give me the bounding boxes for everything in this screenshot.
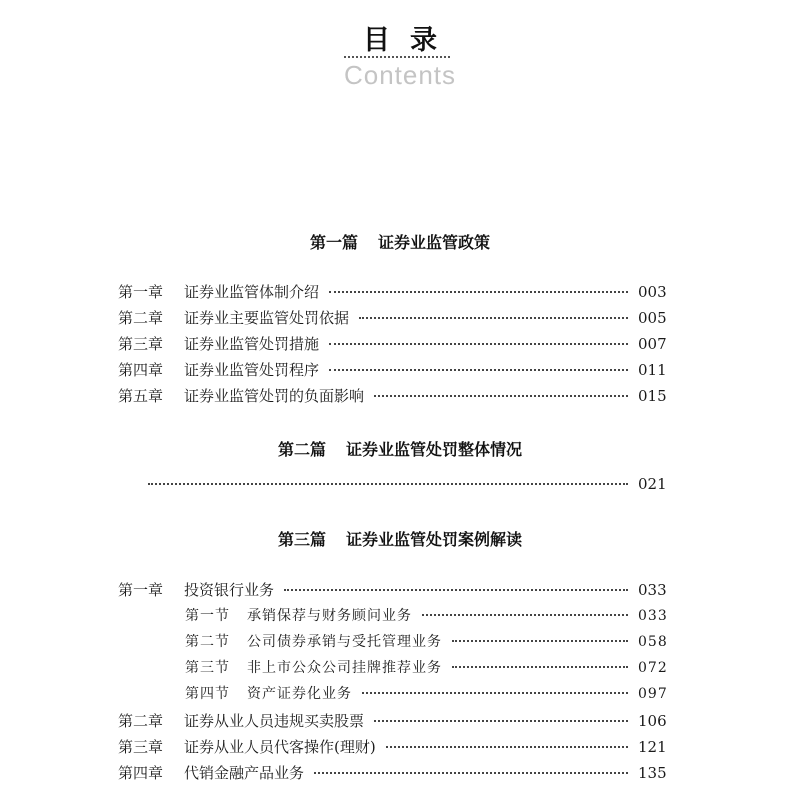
toc-entry-part[interactable] [148,475,678,497]
toc-entry-chapter[interactable] [118,359,678,381]
page-number: 005 [638,309,667,327]
toc-entry-chapter[interactable] [118,307,678,329]
toc-entry-section[interactable] [185,605,678,627]
chapter-title: 投资银行业务 [184,581,275,599]
section-title: 资产证券化业务 [247,686,352,702]
toc-entry-chapter[interactable] [118,281,678,303]
toc-entry-chapter[interactable] [118,385,678,407]
dot-leader [284,589,628,591]
page-number: 015 [638,387,667,405]
chapter-label: 第一章 [118,283,164,301]
toc-entry-section[interactable] [185,657,678,679]
part-title-3 [0,527,800,550]
part-name: 证券业监管政策 [378,233,491,252]
page-number: 072 [638,660,668,676]
dot-leader [148,483,628,485]
chapter-title: 证券业监管体制介绍 [184,283,320,301]
toc-entry-chapter[interactable] [118,333,678,355]
toc-entry-chapter[interactable] [118,710,678,732]
toc-entry-section[interactable] [185,683,678,705]
part-name: 证券业监管处罚整体情况 [346,440,523,459]
section-label: 第三节 [185,660,230,676]
dot-leader [362,692,628,694]
page-number: 011 [638,361,667,379]
part-number: 第二篇 [277,440,326,459]
chapter-label: 第一章 [118,581,164,599]
toc-entry-section[interactable] [185,631,678,653]
dot-leader [329,369,628,371]
page-number: 033 [638,581,667,599]
toc-entry-chapter[interactable] [118,762,678,784]
dot-leader [329,291,628,293]
part-number: 第一篇 [309,233,358,252]
toc-entry-chapter[interactable] [118,579,678,601]
dot-leader [314,772,628,774]
page-number: 121 [638,738,667,756]
section-title: 公司债券承销与受托管理业务 [247,634,442,650]
chapter-label: 第五章 [118,387,164,405]
chapter-title: 证券业监管处罚程序 [184,361,320,379]
page-number: 106 [638,712,667,730]
chapter-label: 第四章 [118,361,164,379]
chapter-label: 第二章 [118,712,164,730]
chapter-title: 证券从业人员违规买卖股票 [184,712,365,730]
page-number: 033 [638,608,668,624]
part-number: 第三篇 [277,530,326,549]
page-number: 003 [638,283,667,301]
dot-leader [374,720,628,722]
section-label: 第四节 [185,686,230,702]
part-name: 证券业监管处罚案例解读 [346,530,523,549]
page-number: 058 [638,634,668,650]
dot-leader [374,395,628,397]
chapter-title: 证券业监管处罚的负面影响 [184,387,365,405]
part-title-1 [0,230,800,253]
chapter-title: 证券业监管处罚措施 [184,335,320,353]
toc-entry-chapter[interactable] [118,736,678,758]
page-number: 007 [638,335,667,353]
dot-leader [329,343,628,345]
page-subtitle: Contents [343,60,457,90]
page-number: 021 [638,475,667,493]
dot-leader [452,640,628,642]
dot-leader [422,614,628,616]
page-title: 目录 [363,25,457,56]
title-dotted-rule [344,56,450,58]
dot-leader [386,746,628,748]
section-label: 第二节 [185,634,230,650]
chapter-title: 证券从业人员代客操作(理财) [184,738,376,756]
section-title: 承销保荐与财务顾问业务 [247,608,412,624]
chapter-title: 证券业主要监管处罚依据 [184,309,350,327]
chapter-label: 第三章 [118,738,164,756]
page-number: 097 [638,686,668,702]
dot-leader [452,666,628,668]
page-number: 135 [638,764,667,782]
chapter-title: 代销金融产品业务 [184,764,305,782]
chapter-label: 第三章 [118,335,164,353]
section-title: 非上市公众公司挂牌推荐业务 [247,660,442,676]
chapter-label: 第四章 [118,764,164,782]
dot-leader [359,317,628,319]
chapter-label: 第二章 [118,309,164,327]
section-label: 第一节 [185,608,230,624]
part-title-2 [0,437,800,460]
